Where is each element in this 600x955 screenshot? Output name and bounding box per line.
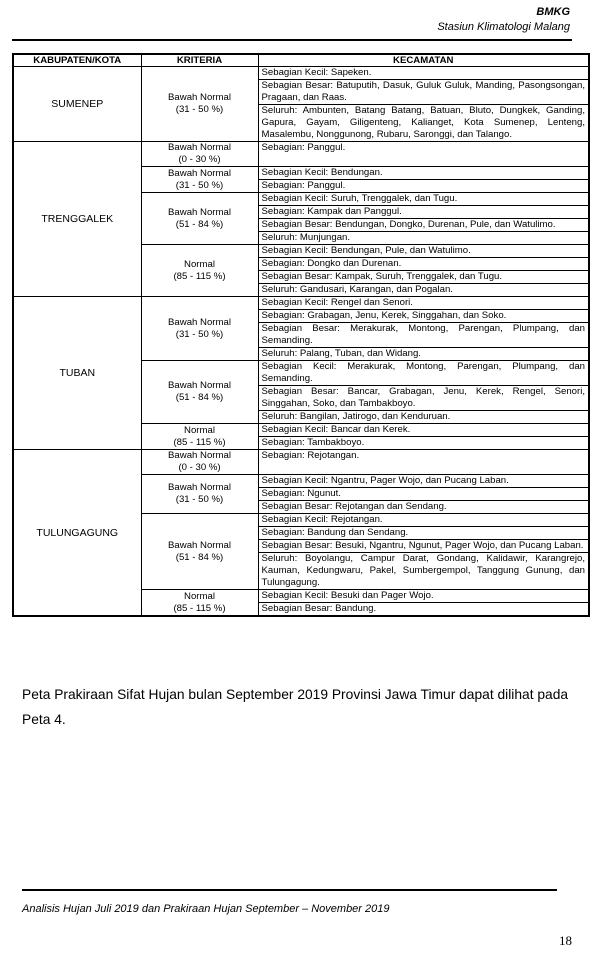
kecamatan-cell: Sebagian Besar: Bendungan, Dongko, Durenan, Pule, dan Watulimo.: [258, 219, 589, 232]
region-name: TRENGGALEK: [13, 142, 141, 297]
criteria-label: Bawah Normal: [168, 450, 231, 461]
kecamatan-cell: Sebagian Kecil: Bancar dan Kerek.: [258, 424, 589, 437]
criteria-label: Bawah Normal: [168, 380, 231, 391]
criteria-range: (31 - 50 %): [175, 104, 224, 115]
kecamatan-cell: Sebagian: Grabagan, Jenu, Kerek, Singgahan, dan Soko.: [258, 310, 589, 323]
kecamatan-cell: Sebagian Besar: Kampak, Suruh, Trenggalek, dan Tugu.: [258, 271, 589, 284]
criteria-range: (31 - 50 %): [175, 494, 224, 505]
kecamatan-cell: Sebagian Besar: Batuputih, Dasuk, Guluk Guluk, Manding, Pasongsongan, Pragaan, dan Raas.: [258, 80, 589, 105]
criteria-cell: [141, 167, 258, 193]
kecamatan-cell: Sebagian: Bandung dan Sendang.: [258, 527, 589, 540]
criteria-label: Bawah Normal: [168, 167, 231, 179]
table-body: [13, 67, 589, 617]
criteria-label: Bawah Normal: [168, 539, 231, 551]
kecamatan-cell: Sebagian Besar: Rejotangan dan Sendang.: [258, 501, 589, 514]
kecamatan-cell: Sebagian: Panggul.: [258, 180, 589, 193]
criteria-range: (51 - 84 %): [175, 392, 224, 403]
header-org: BMKG: [536, 6, 570, 18]
criteria-label: Normal: [184, 590, 215, 602]
criteria-label: Normal: [184, 424, 215, 436]
criteria-cell: [141, 514, 258, 590]
criteria-label: Bawah Normal: [168, 142, 231, 153]
criteria-cell: [141, 361, 258, 424]
criteria-cell: [141, 297, 258, 361]
kecamatan-cell: Sebagian: Tambakboyo.: [258, 437, 589, 450]
criteria-label: Bawah Normal: [168, 316, 231, 328]
page-number: 18: [559, 933, 572, 948]
kecamatan-cell: Sebagian Besar: Besuki, Ngantru, Ngunut, Pager Wojo, dan Pucang Laban.: [258, 540, 589, 553]
kecamatan-cell: Sebagian Besar: Merakurak, Montong, Parengan, Plumpang, dan Semanding.: [258, 323, 589, 348]
kecamatan-cell: Sebagian Kecil: Bendungan.: [258, 167, 589, 180]
table-row: [13, 297, 589, 310]
criteria-cell: [141, 193, 258, 245]
region-name: TULUNGAGUNG: [13, 450, 141, 617]
criteria-range: (85 - 115 %): [173, 436, 226, 448]
table-header-row: [13, 54, 589, 67]
criteria-cell: [141, 475, 258, 514]
criteria-range: (51 - 84 %): [175, 218, 224, 230]
forecast-table: [12, 53, 590, 617]
kecamatan-cell: Sebagian Kecil: Merakurak, Montong, Parengan, Plumpang, dan Semanding.: [258, 361, 589, 386]
column-header-kriteria: KRITERIA: [141, 54, 258, 67]
criteria-cell: [141, 590, 258, 617]
kecamatan-cell: Sebagian Kecil: Besuki dan Pager Wojo.: [258, 590, 589, 603]
body-paragraph: Peta Prakiraan Sifat Hujan bulan September 2019 Provinsi Jawa Timur dapat dilihat pada Peta 4.: [22, 687, 569, 727]
header-rule: [12, 39, 572, 41]
criteria-label: Bawah Normal: [168, 482, 231, 493]
kecamatan-cell: Sebagian: Dongko dan Durenan.: [258, 258, 589, 271]
header-station: Stasiun Klimatologi Malang: [437, 21, 570, 33]
criteria-range: (51 - 84 %): [175, 551, 224, 563]
kecamatan-cell: Seluruh: Munjungan.: [258, 232, 589, 245]
kecamatan-cell: Seluruh: Boyolangu, Campur Darat, Gondang, Kalidawir, Karangrejo, Kauman, Kedungwaru, Pakel, Sumbergempol, Tanggung Gunung, dan Tulungagung.: [258, 553, 589, 590]
table-row: [13, 67, 589, 80]
kecamatan-cell: Sebagian: Kampak dan Panggul.: [258, 206, 589, 219]
kecamatan-cell: Sebagian: Rejotangan.: [258, 450, 589, 475]
criteria-range: (85 - 115 %): [173, 270, 226, 282]
kecamatan-cell: Sebagian Kecil: Suruh, Trenggalek, dan Tugu.: [258, 193, 589, 206]
kecamatan-cell: Sebagian Kecil: Sapeken.: [258, 67, 589, 80]
region-name: TUBAN: [13, 297, 141, 450]
footer-text: Analisis Hujan Juli 2019 dan Prakiraan Hujan September – November 2019: [22, 903, 390, 915]
footer-rule: [22, 889, 557, 891]
criteria-cell: [141, 450, 258, 475]
criteria-range: (85 - 115 %): [173, 602, 226, 614]
kecamatan-cell: Sebagian Besar: Bandung.: [258, 603, 589, 617]
kecamatan-cell: Sebagian Kecil: Rejotangan.: [258, 514, 589, 527]
kecamatan-cell: Seluruh: Ambunten, Batang Batang, Batuan, Bluto, Dungkek, Ganding, Gapura, Gayam, Giligenteng, Kalianget, Kota Sumenep, Lenteng, Masalembu, Nonggunong, Rubaru, Saronggi, dan Talango.: [258, 105, 589, 142]
criteria-cell: [141, 424, 258, 450]
criteria-range: (31 - 50 %): [175, 179, 224, 191]
criteria-cell: [141, 245, 258, 297]
kecamatan-cell: Sebagian Kecil: Bendungan, Pule, dan Watulimo.: [258, 245, 589, 258]
kecamatan-cell: Seluruh: Palang, Tuban, dan Widang.: [258, 348, 589, 361]
criteria-cell: [141, 67, 258, 142]
criteria-range: (31 - 50 %): [175, 328, 224, 340]
kecamatan-cell: Sebagian: Ngunut.: [258, 488, 589, 501]
region-name: SUMENEP: [13, 67, 141, 142]
kecamatan-cell: Sebagian Besar: Bancar, Grabagan, Jenu, Kerek, Rengel, Senori, Singgahan, Soko, dan Tambakboyo.: [258, 386, 589, 411]
table-row: [13, 142, 589, 167]
criteria-label: Bawah Normal: [168, 206, 231, 218]
kecamatan-cell: Seluruh: Gandusari, Karangan, dan Pogalan.: [258, 284, 589, 297]
kecamatan-cell: Sebagian: Panggul.: [258, 142, 589, 167]
criteria-cell: [141, 142, 258, 167]
criteria-range: (0 - 30 %): [178, 462, 221, 473]
criteria-label: Bawah Normal: [168, 92, 231, 103]
table-row: [13, 450, 589, 475]
column-header-kecamatan: KECAMATAN: [258, 54, 589, 67]
kecamatan-cell: Sebagian Kecil: Ngantru, Pager Wojo, dan Pucang Laban.: [258, 475, 589, 488]
criteria-range: (0 - 30 %): [178, 154, 221, 165]
criteria-label: Normal: [184, 258, 215, 270]
kecamatan-cell: Seluruh: Bangilan, Jatirogo, dan Kenduruan.: [258, 411, 589, 424]
column-header-kabupaten: KABUPATEN/KOTA: [13, 54, 141, 67]
kecamatan-cell: Sebagian Kecil: Rengel dan Senori.: [258, 297, 589, 310]
